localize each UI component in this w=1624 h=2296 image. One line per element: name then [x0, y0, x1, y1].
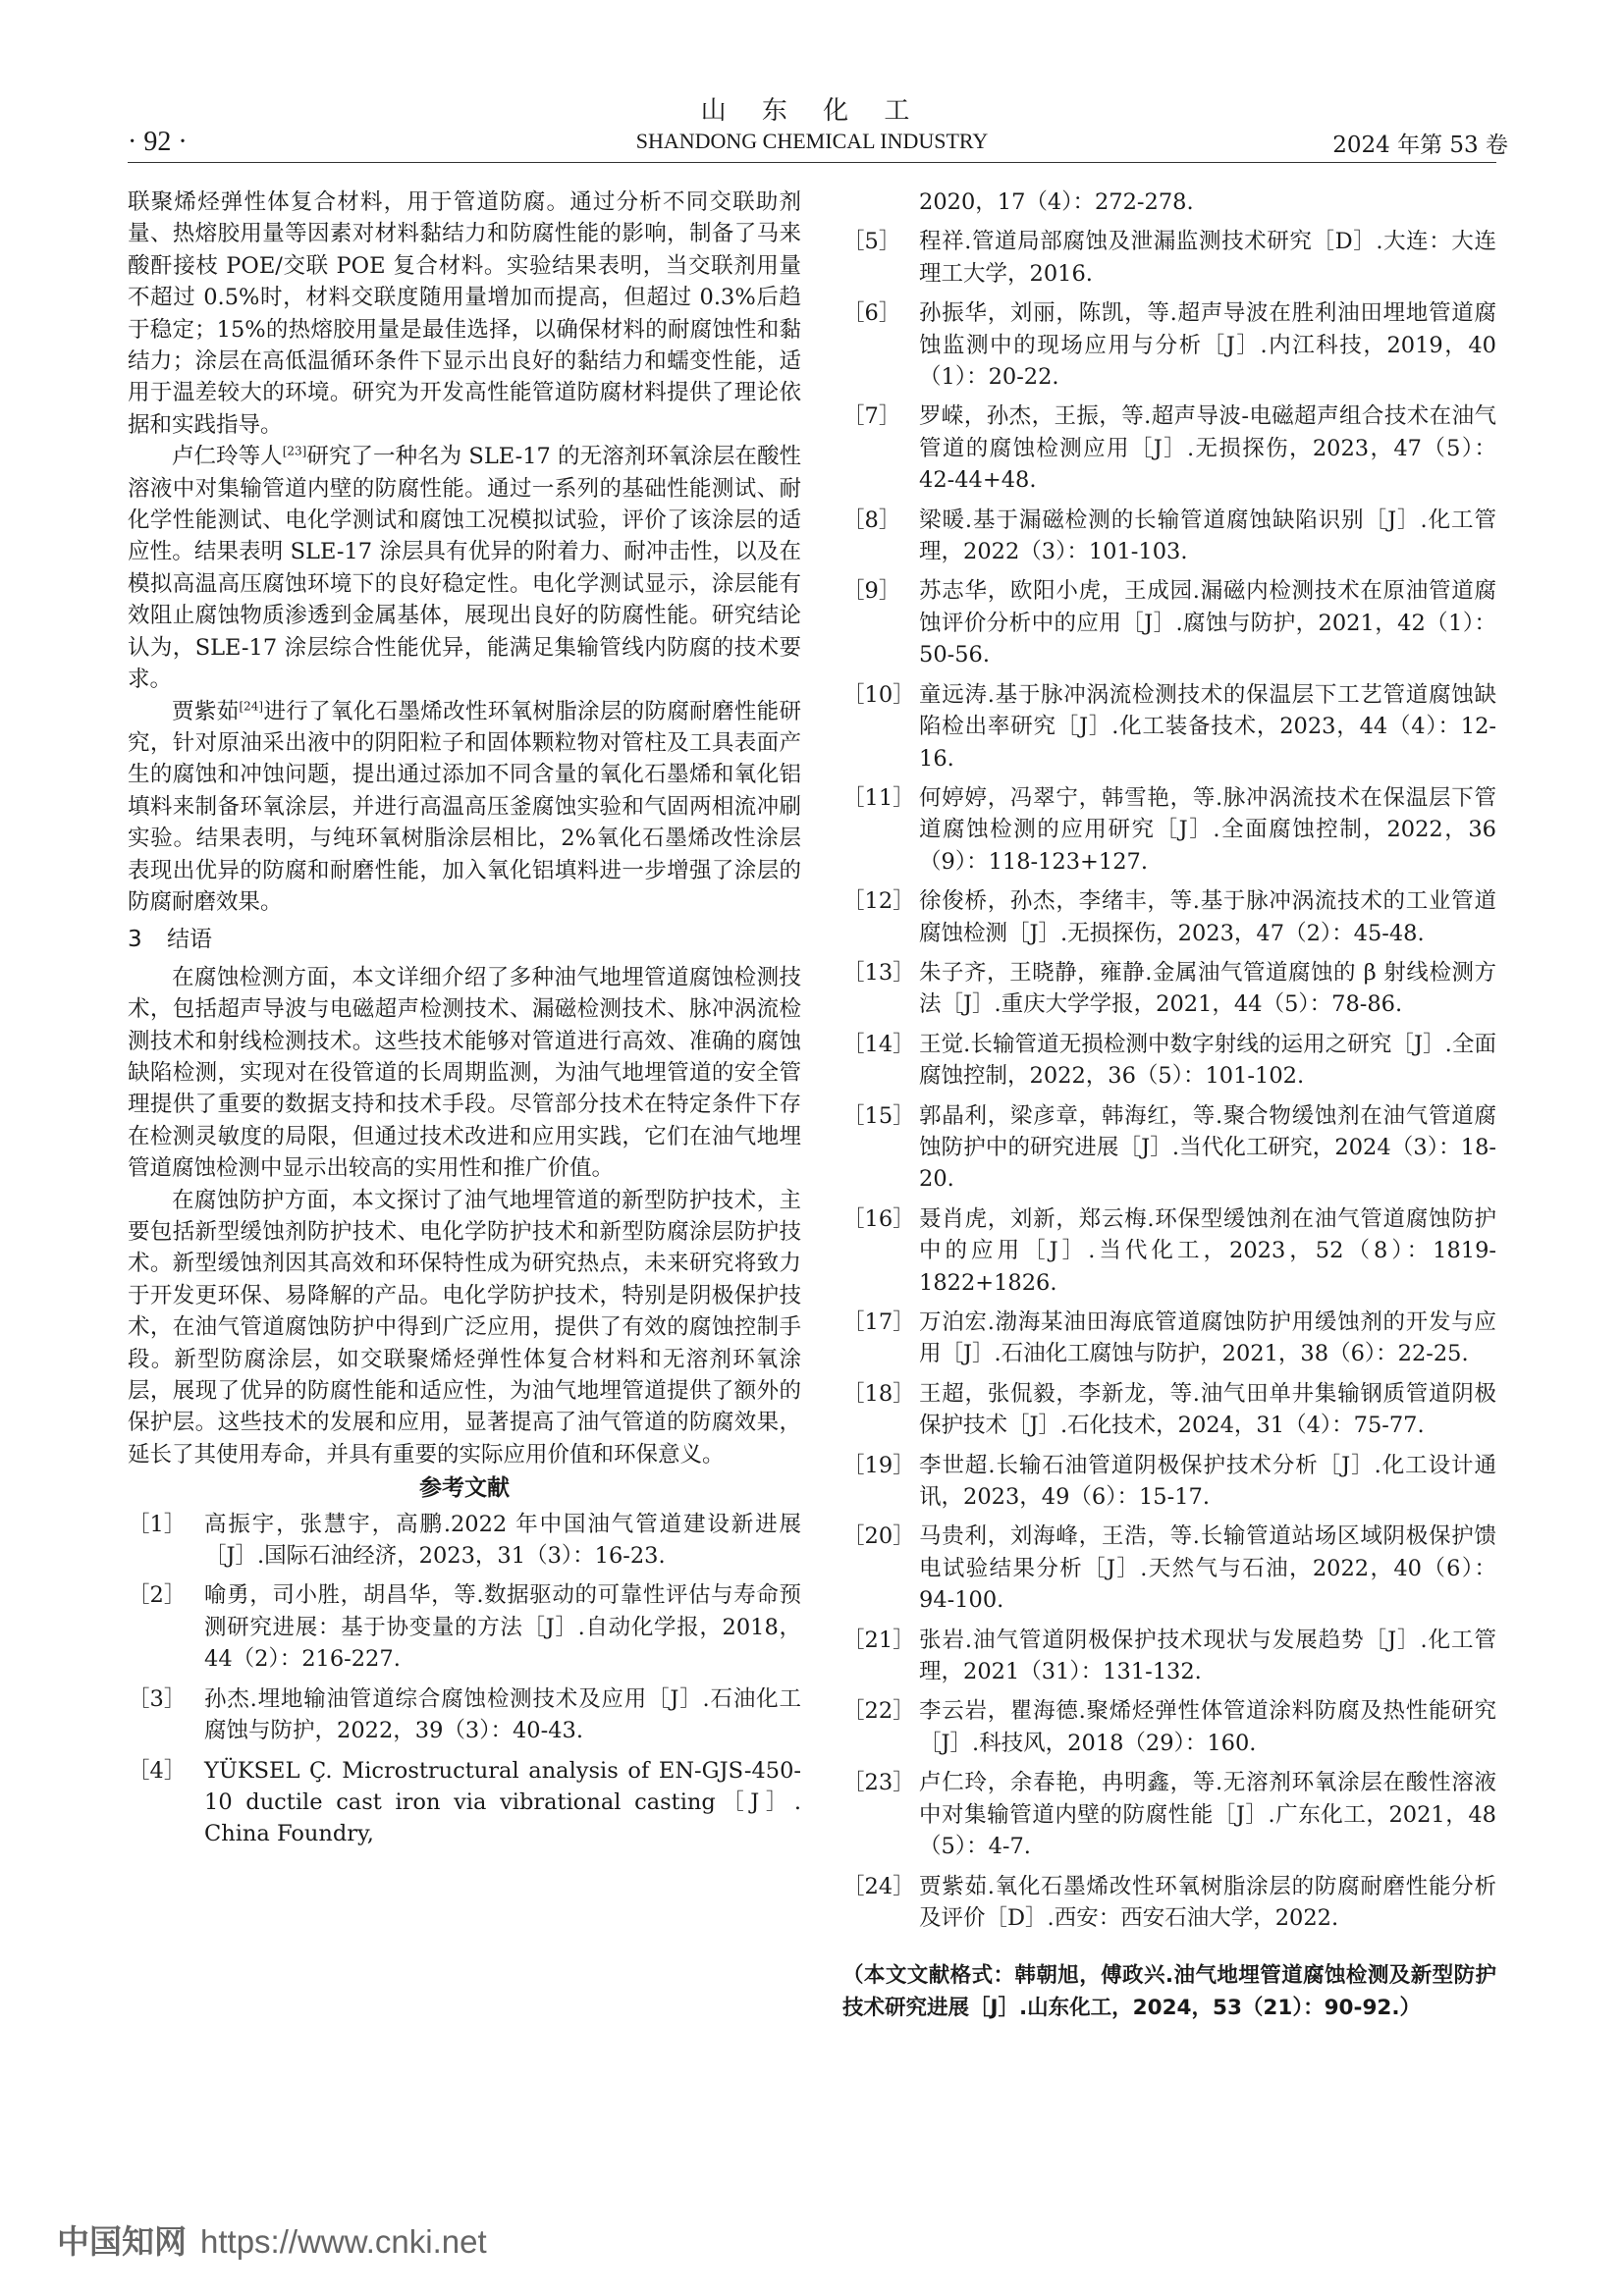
- reference-number: ［13］: [842, 959, 915, 986]
- reference-number: ［20］: [842, 1523, 915, 1550]
- reference-number: ［4］: [128, 1757, 187, 1784]
- section-heading: [128, 924, 801, 955]
- reference-item: [842, 1100, 1496, 1196]
- reference-item: [842, 226, 1496, 290]
- paragraph: 在腐蚀检测方面，本文详细介绍了多种油气地埋管道腐蚀检测技术，包括超声导波与电磁超声检测技术、漏磁检测技术、脉冲涡流检测技术和射线检测技术。这些技术能够对管道进行高效、准确的腐蚀缺陷检测，实现对在役管道的长周期监测，为油气地埋管道的安全管理提供了重要的数据支持和技术手段。尽管部分技术在特定条件下存在检测灵敏度的局限，但通过技术改进和应用实践，它们在油气地埋管道腐蚀检测中显示出较高的实用性和推广价值。: [128, 964, 801, 1182]
- reference-text: 马贵利，刘海峰，王浩，等.长输管道站场区域阴极保护馈电试验结果分析［J］.天然气与石油，2022，40（6）：94-100.: [919, 1523, 1496, 1614]
- reference-item: [842, 957, 1496, 1021]
- reference-list-left: [128, 1509, 801, 1850]
- reference-number: ［23］: [842, 1770, 915, 1796]
- page-header: [0, 0, 1624, 167]
- reference-text: 朱子齐，王晓静，雍静.金属油气管道腐蚀的 β 射线检测方法［J］.重庆大学学报，2021，44（5）：78-86.: [919, 959, 1496, 1018]
- reference-text: 王超，张侃毅，李新龙，等.油气田单井集输钢质管道阴极保护技术［J］.石化技术，2024，31（4）：75-77.: [919, 1380, 1496, 1439]
- reference-text: 高振宇，张慧宇，高鹏.2022 年中国油气管道建设新进展［J］.国际石油经济，2023，31（3）：16-23.: [204, 1511, 801, 1570]
- reference-item: [842, 1521, 1496, 1616]
- paragraph: 卢仁玲等人[23]研究了一种名为 SLE-17 的无溶剂环氧涂层在酸性溶液中对集输管道内壁的防腐性能。通过一系列的基础性能测试、耐化学性能测试、电化学测试和腐蚀工况模拟试验，评价了该涂层的适应性。结果表明 SLE-17 涂层具有优异的附着力、耐冲击性，以及在模拟高温高压腐蚀环境下的良好稳定性。电化学测试显示，涂层能有效阻止腐蚀物质渗透到金属基体，展现出良好的防腐性能。研究结论认为，SLE-17 涂层综合性能优异，能满足集输管线内防腐的技术要求。: [128, 444, 801, 693]
- reference-number: ［12］: [842, 888, 915, 915]
- reference-text: 苏志华，欧阳小虎，王成园.漏磁内检测技术在原油管道腐蚀评价分析中的应用［J］.腐蚀与防护，2021，42（1）：50-56.: [919, 578, 1496, 668]
- section-number: 3: [128, 927, 142, 953]
- reference-number: ［14］: [842, 1031, 915, 1057]
- reference-number: ［10］: [842, 681, 915, 708]
- left-column: [128, 187, 801, 1858]
- reference-number: ［15］: [842, 1102, 915, 1129]
- reference-number: ［2］: [128, 1582, 187, 1609]
- reference-item: [842, 782, 1496, 878]
- reference-text: 张岩.油气管道阴极保护技术现状与发展趋势［J］.化工管理，2021（31）：131-132.: [919, 1627, 1496, 1685]
- reference-text: 李世超.长输石油管道阴极保护技术分析［J］.化工设计通讯，2023，49（6）：15-17.: [919, 1452, 1496, 1511]
- watermark-logo-text: 中国知网: [57, 2222, 187, 2261]
- reference-number: ［8］: [842, 507, 901, 533]
- paragraph: 联聚烯烃弹性体复合材料，用于管道防腐。通过分析不同交联助剂量、热熔胶用量等因素对材料黏结力和防腐性能的影响，制备了马来酸酐接枝 POE/交联 POE 复合材料。实验结果表明，当交联剂用量不超过 0.5%时，材料交联度随用量增加而提高，但超过 0.3%后趋于稳定；15%的热熔胶用量是最佳选择，以确保材料的耐腐蚀性和黏结力；涂层在高低温循环条件下显示出良好的黏结力和蠕变性能，适用于温差较大的环境。研究为开发高性能管道防腐材料提供了理论依据和实践指导。: [128, 189, 801, 438]
- reference-text: 程祥.管道局部腐蚀及泄漏监测技术研究［D］.大连：大连理工大学，2016.: [919, 229, 1496, 287]
- citation-mark[interactable]: [23]: [282, 444, 307, 458]
- reference-text: 万泊宏.渤海某油田海底管道腐蚀防护用缓蚀剂的开发与应用［J］.石油化工腐蚀与防护，2021，38（6）：22-25.: [919, 1309, 1496, 1367]
- citation-mark[interactable]: [24]: [239, 699, 264, 713]
- reference-number: ［7］: [842, 403, 901, 430]
- journal-title-en: SHANDONG CHEMICAL INDUSTRY: [635, 129, 989, 153]
- reference-text: 贾紫茹.氧化石墨烯改性环氧树脂涂层的防腐耐磨性能分析及评价［D］.西安：西安石油大学，2022.: [919, 1873, 1496, 1931]
- reference-text: 何婷婷，冯翠宁，韩雪艳，等.脉冲涡流技术在保温层下管道腐蚀检测的应用研究［J］.全面腐蚀控制，2022，36（9）：118-123+127.: [919, 784, 1496, 875]
- reference-item: [842, 1450, 1496, 1514]
- cnki-watermark: [57, 2216, 487, 2263]
- right-column: [842, 187, 1496, 2024]
- reference-continuation: 2020，17（4）：272-278.: [919, 189, 1194, 215]
- reference-text: 卢仁玲，余春艳，冉明鑫，等.无溶剂环氧涂层在酸性溶液中对集输管道内壁的防腐性能［J］.广东化工，2021，48（5）：4-7.: [919, 1770, 1496, 1860]
- reference-item: [842, 1625, 1496, 1688]
- reference-item: [842, 679, 1496, 774]
- reference-text: YÜKSEL Ç. Microstructural analysis of EN-GJS-450-10 ductile cast iron via vibrational casting［J］. China Foundry,: [204, 1757, 801, 1847]
- reference-number: ［11］: [842, 784, 915, 811]
- reference-item: [842, 1767, 1496, 1862]
- watermark-url[interactable]: https://www.cnki.net: [200, 2223, 487, 2260]
- page-number: · 92 ·: [128, 127, 188, 157]
- reference-item: [128, 1755, 801, 1850]
- reference-item: [128, 1683, 801, 1747]
- reference-item: [842, 575, 1496, 670]
- citation-note: （本文文献格式：韩朝旭，傅政兴.油气地埋管道腐蚀检测及新型防护技术研究进展［J］.山东化工，2024，53（21）：90-92.）: [842, 1963, 1496, 2021]
- paragraph: 在腐蚀防护方面，本文探讨了油气地埋管道的新型防护技术，主要包括新型缓蚀剂防护技术、电化学防护技术和新型防腐涂层防护技术。新型缓蚀剂因其高效和环保特性成为研究热点，未来研究将致力于开发更环保、易降解的产品。电化学防护技术，特别是阴极保护技术，在油气管道腐蚀防护中得到广泛应用，提供了有效的腐蚀控制手段。新型防腐涂层，如交联聚烯烃弹性体复合材料和无溶剂环氧涂层，展现了优异的防腐性能和适应性，为油气地埋管道提供了额外的保护层。这些技术的发展和应用，显著提高了油气管道的防腐效果，延长了其使用寿命，并具有重要的实际应用价值和环保意义。: [128, 1187, 801, 1468]
- reference-text: 聂肖虎，刘新，郑云梅.环保型缓蚀剂在油气管道腐蚀防护中的应用［J］.当代化工，2023，52（8）：1819-1822+1826.: [919, 1205, 1496, 1296]
- reference-text: 童远涛.基于脉冲涡流检测技术的保温层下工艺管道腐蚀缺陷检出率研究［J］.化工装备技术，2023，44（4）：12-16.: [919, 681, 1496, 772]
- reference-number: ［21］: [842, 1627, 915, 1653]
- reference-text: 王觉.长输管道无损检测中数字射线的运用之研究［J］.全面腐蚀控制，2022，36（5）：101-102.: [919, 1031, 1496, 1090]
- reference-number: ［18］: [842, 1380, 915, 1407]
- reference-list-right: [842, 226, 1496, 1934]
- reference-number: ［22］: [842, 1698, 915, 1725]
- reference-number: ［16］: [842, 1205, 915, 1232]
- reference-number: ［1］: [128, 1511, 187, 1537]
- paragraph: 贾紫茹[24]进行了氧化石墨烯改性环氧树脂涂层的防腐耐磨性能研究，针对原油采出液中的阴阳粒子和固体颗粒物对管柱及工具表面产生的腐蚀和冲蚀问题，提出通过添加不同含量的氧化石墨烯和氧化铝填料来制备环氧涂层，并进行高温高压釜腐蚀实验和气固两相流冲刷实验。结果表明，与纯环氧树脂涂层相比，2%氧化石墨烯改性涂层表现出优异的防腐和耐磨性能，加入氧化铝填料进一步增强了涂层的防腐耐磨效果。: [128, 698, 801, 915]
- reference-number: ［17］: [842, 1309, 915, 1335]
- reference-item: [842, 885, 1496, 949]
- issue-label: 2024 年第 53 卷: [1332, 133, 1508, 158]
- reference-text: 梁暖.基于漏磁检测的长输管道腐蚀缺陷识别［J］.化工管理，2022（3）：101-103.: [919, 507, 1496, 565]
- reference-text: 徐俊桥，孙杰，李绪丰，等.基于脉冲涡流技术的工业管道腐蚀检测［J］.无损探伤，2023，47（2）：45-48.: [919, 888, 1496, 946]
- header-rule: [128, 162, 1496, 163]
- reference-item: [842, 400, 1496, 496]
- reference-item: [128, 1579, 801, 1675]
- section-title: 结语: [167, 927, 212, 953]
- reference-item: [842, 1203, 1496, 1299]
- reference-text: 李云岩，瞿海德.聚烯烃弹性体管道涂料防腐及热性能研究［J］.科技风，2018（29）：160.: [919, 1698, 1496, 1756]
- reference-item: [842, 1307, 1496, 1370]
- reference-item: [842, 1871, 1496, 1935]
- reference-number: ［9］: [842, 578, 901, 605]
- reference-item: [842, 297, 1496, 393]
- reference-number: ［19］: [842, 1452, 915, 1478]
- journal-title-cn: 山 东 化 工: [700, 96, 924, 126]
- reference-item: [842, 1695, 1496, 1759]
- reference-item: [842, 1029, 1496, 1093]
- reference-text: 孙振华，刘丽，陈凯，等.超声导波在胜利油田埋地管道腐蚀监测中的现场应用与分析［J］.内江科技，2019，40（1）：20-22.: [919, 300, 1496, 391]
- reference-text: 郭晶利，梁彦章，韩海红，等.聚合物缓蚀剂在油气管道腐蚀防护中的研究进展［J］.当代化工研究，2024（3）：18-20.: [919, 1102, 1496, 1193]
- reference-text: 罗嵘，孙杰，王振，等.超声导波-电磁超声组合技术在油气管道的腐蚀检测应用［J］.无损探伤，2023，47（5）：42-44+48.: [919, 403, 1496, 494]
- reference-number: ［3］: [128, 1685, 187, 1712]
- reference-number: ［5］: [842, 229, 901, 255]
- reference-text: 孙杰.埋地输油管道综合腐蚀检测技术及应用［J］.石油化工腐蚀与防护，2022，39（3）：40-43.: [204, 1685, 801, 1744]
- reference-item: [842, 505, 1496, 568]
- references-title: 参考文献: [419, 1475, 510, 1502]
- reference-item: [842, 1378, 1496, 1442]
- reference-text: 喻勇，司小胜，胡昌华，等.数据驱动的可靠性评估与寿命预测研究进展：基于协变量的方法［J］.自动化学报，2018，44（2）：216-227.: [204, 1582, 801, 1673]
- reference-number: ［6］: [842, 300, 901, 327]
- reference-item: [128, 1509, 801, 1573]
- reference-number: ［24］: [842, 1873, 915, 1899]
